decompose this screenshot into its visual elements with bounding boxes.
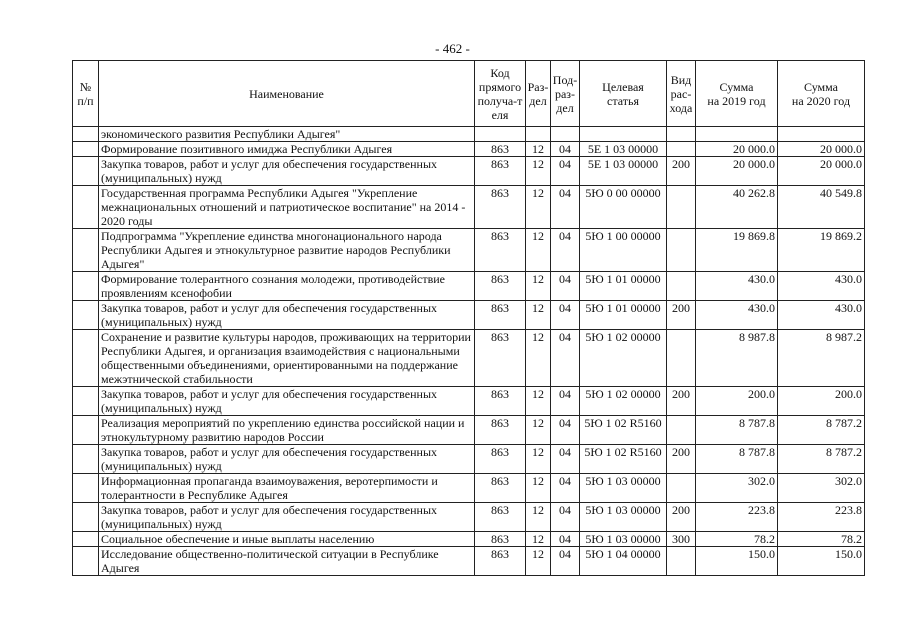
cell-num — [73, 547, 99, 576]
cell-num — [73, 532, 99, 547]
cell-expense-type — [667, 142, 696, 157]
cell-sum-2019: 8 787.8 — [696, 416, 778, 445]
cell-name: Закупка товаров, работ и услуг для обеспечения государственных (муниципальных) нужд — [99, 157, 475, 186]
cell-section: 12 — [526, 445, 551, 474]
cell-sum-2020 — [778, 127, 865, 142]
cell-num — [73, 229, 99, 272]
cell-num — [73, 330, 99, 387]
table-row — [73, 330, 865, 387]
cell-target: 5Ю 1 04 00000 — [580, 547, 667, 576]
page-number: - 462 - — [435, 41, 470, 56]
table-row — [73, 387, 865, 416]
cell-expense-type — [667, 186, 696, 229]
cell-expense-type: 300 — [667, 532, 696, 547]
table-row — [73, 532, 865, 547]
cell-name: Исследование общественно-политической ситуации в Республике Адыгея — [99, 547, 475, 576]
cell-num — [73, 157, 99, 186]
cell-sum-2019: 430.0 — [696, 272, 778, 301]
cell-sum-2020: 78.2 — [778, 532, 865, 547]
cell-subsection: 04 — [551, 387, 580, 416]
cell-code: 863 — [475, 387, 526, 416]
cell-subsection: 04 — [551, 532, 580, 547]
cell-num — [73, 474, 99, 503]
cell-sum-2020: 430.0 — [778, 301, 865, 330]
cell-code — [475, 127, 526, 142]
cell-expense-type — [667, 474, 696, 503]
cell-section: 12 — [526, 416, 551, 445]
cell-subsection: 04 — [551, 474, 580, 503]
cell-subsection: 04 — [551, 272, 580, 301]
cell-expense-type — [667, 272, 696, 301]
table-row — [73, 301, 865, 330]
cell-target: 5Ю 1 02 00000 — [580, 330, 667, 387]
header-num: № п/п — [73, 61, 99, 127]
cell-sum-2019: 20 000.0 — [696, 142, 778, 157]
cell-code: 863 — [475, 157, 526, 186]
cell-name: Закупка товаров, работ и услуг для обеспечения государственных (муниципальных) нужд — [99, 503, 475, 532]
cell-expense-type — [667, 229, 696, 272]
cell-code: 863 — [475, 445, 526, 474]
cell-sum-2019: 302.0 — [696, 474, 778, 503]
cell-num — [73, 301, 99, 330]
cell-sum-2020: 430.0 — [778, 272, 865, 301]
cell-name: Государственная программа Республики Адыгея "Укрепление межнациональных отношений и патриотическое воспитание" на 2014 - 2020 годы — [99, 186, 475, 229]
cell-section: 12 — [526, 532, 551, 547]
cell-sum-2019: 40 262.8 — [696, 186, 778, 229]
cell-code: 863 — [475, 416, 526, 445]
cell-sum-2020: 200.0 — [778, 387, 865, 416]
cell-sum-2019: 200.0 — [696, 387, 778, 416]
table-row — [73, 547, 865, 576]
cell-code: 863 — [475, 301, 526, 330]
cell-target: 5Е 1 03 00000 — [580, 142, 667, 157]
cell-subsection: 04 — [551, 142, 580, 157]
table-row — [73, 445, 865, 474]
cell-name: Информационная пропаганда взаимоуважения, веротерпимости и толерантности в Республике Адыгея — [99, 474, 475, 503]
cell-subsection: 04 — [551, 503, 580, 532]
cell-subsection: 04 — [551, 157, 580, 186]
cell-sum-2019: 150.0 — [696, 547, 778, 576]
cell-sum-2020: 20 000.0 — [778, 157, 865, 186]
cell-name: Формирование позитивного имиджа Республики Адыгея — [99, 142, 475, 157]
cell-num — [73, 186, 99, 229]
cell-section: 12 — [526, 547, 551, 576]
header-expense-type: Вид рас- хода — [667, 61, 696, 127]
cell-sum-2020: 19 869.2 — [778, 229, 865, 272]
cell-code: 863 — [475, 547, 526, 576]
cell-target: 5Ю 1 03 00000 — [580, 474, 667, 503]
cell-expense-type: 200 — [667, 157, 696, 186]
cell-name: экономического развития Республики Адыгея" — [99, 127, 475, 142]
cell-sum-2020: 302.0 — [778, 474, 865, 503]
cell-subsection: 04 — [551, 547, 580, 576]
table-row — [73, 474, 865, 503]
cell-num — [73, 387, 99, 416]
cell-section: 12 — [526, 387, 551, 416]
cell-expense-type — [667, 416, 696, 445]
cell-sum-2019: 8 787.8 — [696, 445, 778, 474]
header-sum-2020: Сумма на 2020 год — [778, 61, 865, 127]
cell-subsection: 04 — [551, 416, 580, 445]
cell-sum-2020: 40 549.8 — [778, 186, 865, 229]
cell-section: 12 — [526, 186, 551, 229]
header-sum-2019: Сумма на 2019 год — [696, 61, 778, 127]
cell-num — [73, 416, 99, 445]
table-row — [73, 272, 865, 301]
cell-code: 863 — [475, 186, 526, 229]
cell-name: Закупка товаров, работ и услуг для обеспечения государственных (муниципальных) нужд — [99, 445, 475, 474]
cell-target: 5Ю 1 02 R5160 — [580, 416, 667, 445]
cell-section: 12 — [526, 474, 551, 503]
cell-name: Закупка товаров, работ и услуг для обеспечения государственных (муниципальных) нужд — [99, 301, 475, 330]
cell-section: 12 — [526, 330, 551, 387]
cell-expense-type — [667, 547, 696, 576]
table-row — [73, 157, 865, 186]
cell-section — [526, 127, 551, 142]
cell-target: 5Ю 1 03 00000 — [580, 503, 667, 532]
table-row — [73, 229, 865, 272]
cell-sum-2020: 223.8 — [778, 503, 865, 532]
cell-expense-type: 200 — [667, 445, 696, 474]
cell-code: 863 — [475, 330, 526, 387]
cell-subsection — [551, 127, 580, 142]
cell-sum-2019: 19 869.8 — [696, 229, 778, 272]
cell-code: 863 — [475, 532, 526, 547]
cell-num — [73, 142, 99, 157]
cell-expense-type — [667, 330, 696, 387]
cell-sum-2019: 20 000.0 — [696, 157, 778, 186]
cell-subsection: 04 — [551, 229, 580, 272]
table-header-row — [73, 61, 865, 127]
cell-name: Закупка товаров, работ и услуг для обеспечения государственных (муниципальных) нужд — [99, 387, 475, 416]
cell-sum-2020: 8 987.2 — [778, 330, 865, 387]
cell-target: 5Ю 1 02 00000 — [580, 387, 667, 416]
cell-target: 5Ю 1 01 00000 — [580, 301, 667, 330]
cell-section: 12 — [526, 157, 551, 186]
cell-sum-2020: 8 787.2 — [778, 416, 865, 445]
cell-name: Социальное обеспечение и иные выплаты населению — [99, 532, 475, 547]
cell-sum-2019: 8 987.8 — [696, 330, 778, 387]
header-code: Код прямого получа-т еля — [475, 61, 526, 127]
cell-target: 5Ю 1 00 00000 — [580, 229, 667, 272]
cell-sum-2020: 150.0 — [778, 547, 865, 576]
cell-target: 5Ю 1 01 00000 — [580, 272, 667, 301]
cell-code: 863 — [475, 503, 526, 532]
cell-sum-2019: 430.0 — [696, 301, 778, 330]
cell-subsection: 04 — [551, 330, 580, 387]
cell-num — [73, 127, 99, 142]
table-row — [73, 142, 865, 157]
cell-code: 863 — [475, 142, 526, 157]
table-row — [73, 186, 865, 229]
cell-sum-2020: 20 000.0 — [778, 142, 865, 157]
cell-sum-2019 — [696, 127, 778, 142]
header-name: Наименование — [99, 61, 475, 127]
budget-table — [72, 60, 865, 576]
header-target: Целевая статья — [580, 61, 667, 127]
cell-target: 5Ю 1 03 00000 — [580, 532, 667, 547]
cell-expense-type: 200 — [667, 301, 696, 330]
cell-code: 863 — [475, 474, 526, 503]
cell-code: 863 — [475, 272, 526, 301]
cell-target — [580, 127, 667, 142]
cell-subsection: 04 — [551, 301, 580, 330]
cell-section: 12 — [526, 142, 551, 157]
header-subsection: Под- раз- дел — [551, 61, 580, 127]
cell-sum-2019: 78.2 — [696, 532, 778, 547]
cell-name: Подпрограмма "Укрепление единства многонационального народа Республики Адыгея и этнокультурное развитие народов Республики Адыгея" — [99, 229, 475, 272]
cell-name: Реализация мероприятий по укреплению единства российской нации и этнокультурному развитию народов России — [99, 416, 475, 445]
cell-subsection: 04 — [551, 186, 580, 229]
cell-target: 5Ю 1 02 R5160 — [580, 445, 667, 474]
cell-subsection: 04 — [551, 445, 580, 474]
cell-name: Сохранение и развитие культуры народов, проживающих на территории Республики Адыгея, и организация взаимодействия с национальными общественными объединениями, ориентированными на поддержание межэтнической стабильности — [99, 330, 475, 387]
cell-section: 12 — [526, 503, 551, 532]
cell-expense-type — [667, 127, 696, 142]
header-section: Раз- дел — [526, 61, 551, 127]
table-row — [73, 416, 865, 445]
cell-num — [73, 272, 99, 301]
cell-section: 12 — [526, 301, 551, 330]
cell-sum-2020: 8 787.2 — [778, 445, 865, 474]
table-row — [73, 503, 865, 532]
cell-num — [73, 445, 99, 474]
cell-expense-type: 200 — [667, 503, 696, 532]
cell-target: 5Е 1 03 00000 — [580, 157, 667, 186]
cell-name: Формирование толерантного сознания молодежи, противодействие проявлениям ксенофобии — [99, 272, 475, 301]
table-row — [73, 127, 865, 142]
cell-expense-type: 200 — [667, 387, 696, 416]
cell-code: 863 — [475, 229, 526, 272]
cell-target: 5Ю 0 00 00000 — [580, 186, 667, 229]
cell-section: 12 — [526, 229, 551, 272]
cell-sum-2019: 223.8 — [696, 503, 778, 532]
cell-section: 12 — [526, 272, 551, 301]
cell-num — [73, 503, 99, 532]
